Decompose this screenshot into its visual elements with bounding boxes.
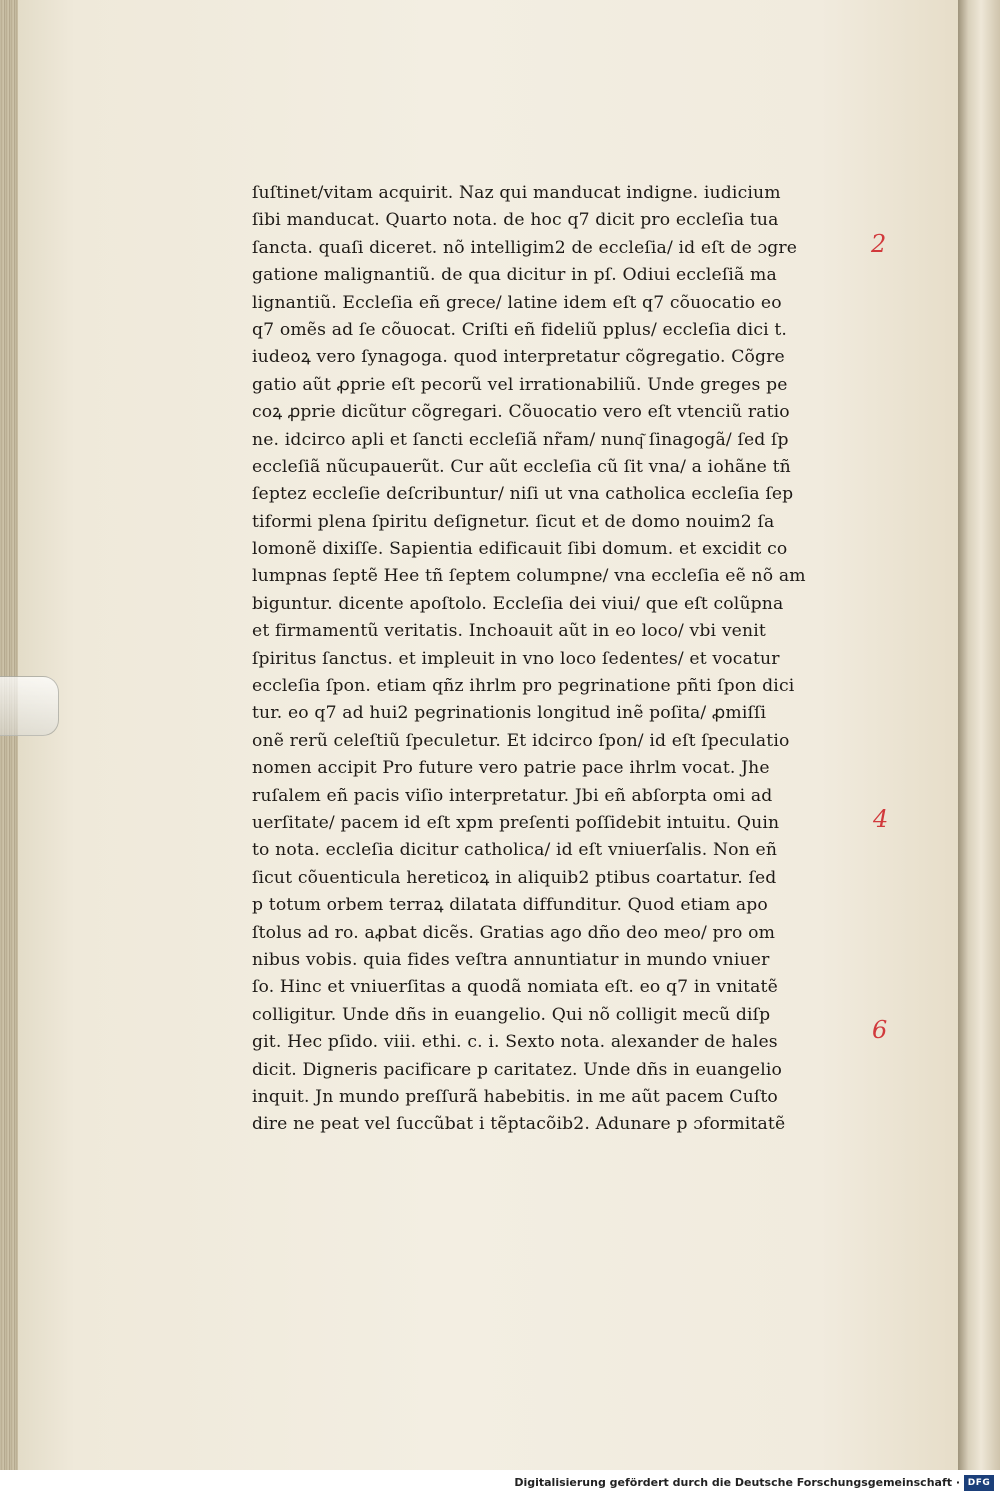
text-line: gatio aũt ꝓprie eſt pecorũ vel irrationabiliũ. Unde greges pe [252, 374, 788, 395]
text-line: lumpnas ſeptẽ Hee tñ ſeptem columpne/ vna eccleſia eẽ nõ am [252, 566, 806, 587]
text-line: git. Hec pſido. viii. ethi. c. i. Sexto nota. alexander de hales [252, 1032, 778, 1053]
text-line: ruſalem eñ pacis viſio interpretatur. Jbi eñ abſorpta omi ad [252, 785, 773, 806]
text-line: ſtolus ad ro. aꝓbat dicẽs. Gratias ago dño deo meo/ pro om [252, 922, 776, 943]
text-line: colligitur. Unde dñs in euangelio. Qui nõ colligit mecũ diſp [252, 1004, 771, 1025]
text-block [252, 180, 852, 1139]
text-line: lomonẽ dixiſſe. Sapientia edificauit ſibi domum. et excidit co [252, 539, 788, 560]
text-line: ſpiritus ſanctus. et impleuit in vno loco ſedentes/ et vocatur [252, 648, 780, 669]
text-line: ſicut cõuenticula hereticoꝝ in aliquib2 ptibus coartatur. ſed [252, 867, 777, 888]
text-line: biguntur. dicente apoſtolo. Eccleſia dei viui/ que eſt colũpna [252, 593, 784, 614]
text-line: dicit. Digneris pacificare p caritatez. Unde dñs in euangelio [252, 1059, 782, 1080]
text-line: dire ne peat vel ſuccũbat i tẽptacõib2. Adunare p ɔformitatẽ [252, 1114, 786, 1135]
text-line: iudeoꝝ vero ſynagoga. quod interpretatur cõgregatio. Cõgre [252, 347, 785, 368]
text-line: ne. idcirco apli et ſancti eccleſiã nr̃am/ nunq͂ ſinagogã/ ſed ſp [252, 429, 789, 450]
text-line: lignantiũ. Eccleſia eñ grece/ latine idem eſt q7 cõuocatio eo [252, 292, 782, 313]
margin-note-6: 6 [872, 1016, 888, 1044]
text-line: to nota. eccleſia dicitur catholica/ id eſt vniuerſalis. Non eñ [252, 840, 778, 861]
footer-bar [0, 1470, 1000, 1498]
text-line: ſibi manducat. Quarto nota. de hoc q7 dicit pro eccleſia tua [252, 210, 779, 231]
text-line: ſeptez eccleſie deſcribuntur/ niſi ut vna catholica eccleſia ſep [252, 484, 794, 505]
text-line: onẽ rerũ celeſtiũ ſpeculetur. Et idcirco ſpon/ id eſt ſpeculatio [252, 730, 790, 751]
dfg-logo: DFG [964, 1475, 994, 1491]
margin-note-2: 2 [871, 230, 887, 258]
text-line: p totum orbem terraꝝ dilatata diffunditur. Quod etiam apo [252, 895, 768, 916]
text-line: tiformi plena ſpiritu deſignetur. ſicut et de domo nouim2 ſa [252, 511, 775, 532]
text-line: q7 omẽs ad ſe cõuocat. Criſti eñ fideliũ pplus/ eccleſia dici t. [252, 319, 788, 340]
book-gutter [958, 0, 1000, 1470]
text-line: eccleſiã nũcupauerũt. Cur aũt eccleſia cũ ſit vna/ a iohãne tñ [252, 456, 791, 477]
funding-credit: Digitalisierung gefördert durch die Deutsche Forschungsgemeinschaft · [514, 1476, 960, 1489]
text-line: coꝝ ꝓprie dicũtur cõgregari. Cõuocatio vero eſt vtenciũ ratio [252, 402, 790, 423]
text-line: eccleſia ſpon. etiam qñz ihrlm pro pegrinatione pñti ſpon dici [252, 676, 795, 697]
text-line: inquit. Jn mundo preſſurã habebitis. in me aũt pacem Cuſto [252, 1086, 778, 1107]
text-line: ſo. Hinc et vniuerſitas a quodã nomiata eſt. eo q7 in vnitatẽ [252, 977, 778, 998]
text-line: uerſitate/ pacem id eſt xpm preſenti poſſidebit intuitu. Quin [252, 812, 780, 833]
text-line: et firmamentũ veritatis. Inchoauit aũt in eo loco/ vbi venit [252, 621, 766, 642]
text-line: ſuſtinet/vitam acquirit. Naz qui manducat indigne. iudicium [252, 183, 781, 203]
text-line: nomen accipit Pro future vero patrie pace ihrlm vocat. Jhe [252, 758, 770, 779]
text-line: nibus vobis. quia fides veſtra annuntiatur in mundo vniuer [252, 949, 770, 970]
text-line: gatione malignantiũ. de qua dicitur in pſ. Odiui eccleſiã ma [252, 265, 777, 286]
text-line: ſancta. quaſi diceret. nõ intelligim2 de eccleſia/ id eſt de ɔgre [252, 237, 798, 258]
text-line: tur. eo q7 ad hui2 pegrinationis longitud inẽ poſita/ ꝓmiſſi [252, 703, 767, 724]
plastic-clip [0, 676, 59, 736]
margin-note-4: 4 [873, 805, 889, 833]
